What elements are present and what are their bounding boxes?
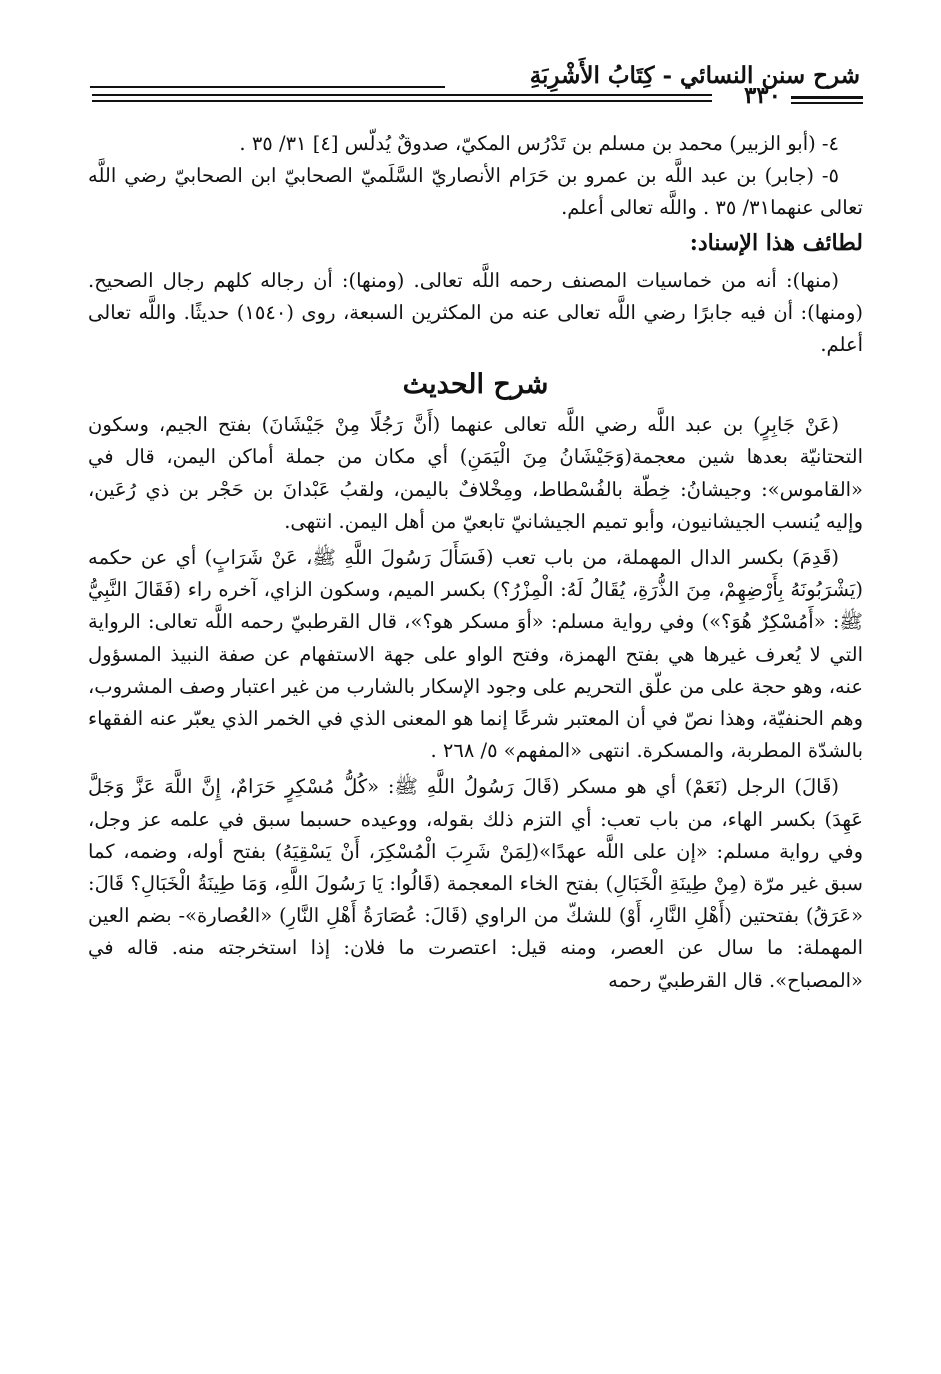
page-number-rule-right-2 [791, 102, 863, 104]
header-title: شرح سنن النسائي - كِتَابُ الأَشْرِبَةِ [529, 62, 860, 89]
page-number-rule-right [791, 96, 863, 99]
page-number: ٣٣٠ [743, 82, 781, 109]
narrator-5: ٥- (جابر) بن عبد اللَّه بن عمرو بن حَرَام الأنصاريّ السَّلَميّ الصحابيّ ابن الصحابيّ رضي اللَّه تعالى عنهما٣١/ ٣٥ . واللَّه تعالى أعلم. [88, 164, 863, 220]
isnad-heading: لطائف هذا الإسناد: [689, 229, 863, 256]
sharh-heading: شرح الحديث [402, 369, 549, 401]
sharh-paragraph-3: (قَالَ) الرجل (نَعَمْ) أي هو مسكر (قَالَ رَسُولُ اللَّهِ ﷺ: «كُلُّ مُسْكِرٍ حَرَامٌ، إِنَّ اللَّهَ عَزَّ وَجَلَّ عَهِدَ) بكسر الهاء، من باب تعب: أي التزم ذلك بقوله، ووعيده حسبما سبق في علمه عز وجل، وفي رواية مسلم: «إن على اللَّه عهدًا»(لِمَنْ شَرِبَ الْمُسْكِرَ، أَنْ يَسْقِيَهُ) بفتح أوله، وضمه، كما سبق غير مرّة (مِنْ طِينَةِ الْخَبَالِ) بفتح الخاء المعجمة (قَالُوا: يَا رَسُولَ اللَّهِ، وَمَا طِينَةُ الْخَبَالِ؟ قَالَ: «عَرَقُ) بفتحتين (أَهْلِ النَّارِ، أَوْ) للشكّ من الراوي (قَالَ: عُصَارَةُ أَهْلِ النَّارِ) «العُصارة»- بضم العين المهملة: ما سال عن العصر، ومنه قيل: اعتصرت ما فلان: إذا استخرجته منه. قاله في «المصباح». قال القرطبيّ رحمه [88, 775, 863, 992]
page-content [88, 128, 863, 997]
narrator-4: ٤- (أبو الزبير) محمد بن مسلم بن تَدْرُس المكيّ، صدوقٌ يُدلّس [٤] ٣١/ ٣٥ . [239, 132, 839, 155]
isnad-paragraph: (منها): أنه من خماسيات المصنف رحمه اللَّه تعالى. (ومنها): أن رجاله كلهم رجال الصحيح. (ومنها): أن فيه جابرًا رضي اللَّه تعالى عنه من المكثرين السبعة، روى (١٥٤٠) حديثًا. واللَّه تعالى أعلم. [88, 268, 863, 357]
header-rule [90, 86, 445, 88]
sharh-paragraph-2: (قَدِمَ) بكسر الدال المهملة، من باب تعب (فَسَأَلَ رَسُولَ اللَّهِ ﷺ، عَنْ شَرَابٍ) أي عن حكمه (يَشْرَبُونَهُ بِأَرْضِهِمْ، مِنَ الذُّرَةِ، يُقَالُ لَهُ: الْمِزْرُ؟) بكسر الميم، وسكون الزاي، آخره راء (فَقَالَ النَّبِيُّ ﷺ: «أَمُسْكِرٌ هُوَ؟») وفي رواية مسلم: «أوَ مسكر هو؟»، قال القرطبيّ رحمه اللَّه تعالى: الرواية التي لا يُعرف غيرها هي بفتح الهمزة، وفتح الواو على جهة الاستفهام عن صفة النبيذ المسؤول عنه، وهو حجة على من علّق التحريم على وجود الإسكار بالشارب من غير اعتبار وصف المشروب، وهم الحنفيّة، وهذا نصّ في أن المعتبر شرعًا إنما هو المعنى الذي في الخمر الذي يعبّر عنه الفقهاء بالشدّة المطربة، والمسكرة. انتهى «المفهم» ٥/ ٢٦٨ . [88, 546, 863, 763]
sharh-paragraph-1: (عَنْ جَابِرٍ) بن عبد اللَّه رضي اللَّه تعالى عنهما (أَنَّ رَجُلًا مِنْ جَيْشَانَ) بفتح الجيم، وسكون التحتانيّة بعدها شين معجمة(وَجَيْشَانُ مِنَ الْيَمَنِ) أي مكان من جملة أماكن اليمن، قال في «القاموس»: وجيشانُ: خِطّة بالفُسْطاط، ومِخْلافٌ باليمن، ولقبُ عَبْدانَ بن حَجْر بن ذي رُعَين، وإليه يُنسب الجيشانيون، وأبو تميم الجيشانيّ تابعيّ من أهل اليمن. انتهى. [88, 413, 863, 533]
page-number-rule-short [92, 100, 712, 102]
page-number-rule-long [92, 94, 712, 96]
